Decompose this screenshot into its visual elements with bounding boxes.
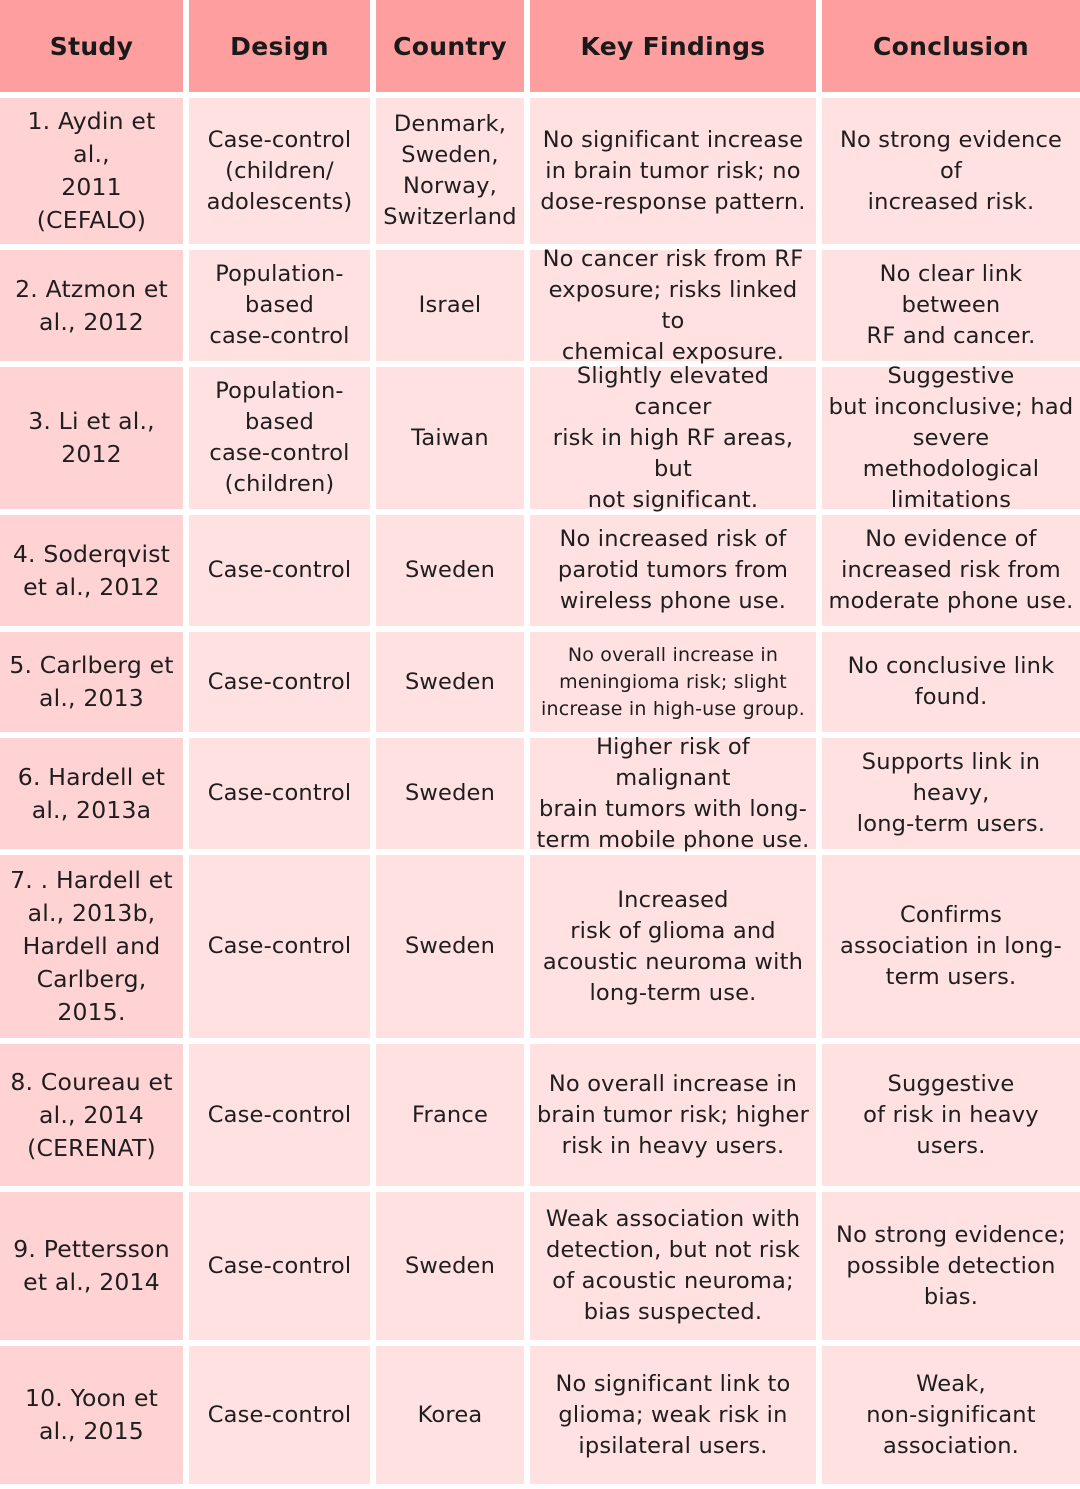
cell-design: Case-control — [189, 1192, 370, 1340]
cell-country: France — [376, 1044, 524, 1186]
cell-design: Case-control — [189, 1044, 370, 1186]
cell-country: Sweden — [376, 738, 524, 849]
cell-design: Case-control (children/ adolescents) — [189, 98, 370, 244]
cell-country: Taiwan — [376, 367, 524, 509]
cell-design: Case-control — [189, 738, 370, 849]
cell-conclusion: Confirms association in long- term users. — [822, 855, 1080, 1038]
cell-key-findings: No overall increase in meningioma risk; slight increase in high-use group. — [530, 632, 816, 732]
cell-conclusion: Supports link in heavy, long-term users. — [822, 738, 1080, 849]
cell-key-findings: Higher risk of malignant brain tumors with long- term mobile phone use. — [530, 738, 816, 849]
cell-design: Population- based case-control (children) — [189, 367, 370, 509]
header-conclusion: Conclusion — [822, 0, 1080, 92]
cell-study: 4. Soderqvist et al., 2012 — [0, 515, 183, 626]
cell-study: 3. Li et al., 2012 — [0, 367, 183, 509]
cell-design: Case-control — [189, 855, 370, 1038]
header-key-findings: Key Findings — [530, 0, 816, 92]
cell-country: Sweden — [376, 515, 524, 626]
cell-study: 1. Aydin et al., 2011 (CEFALO) — [0, 98, 183, 244]
header-study: Study — [0, 0, 183, 92]
cell-study: 7. . Hardell et al., 2013b, Hardell and Carlberg, 2015. — [0, 855, 183, 1038]
cell-country: Israel — [376, 250, 524, 361]
cell-key-findings: No overall increase in brain tumor risk; higher risk in heavy users. — [530, 1044, 816, 1186]
cell-key-findings: No increased risk of parotid tumors from wireless phone use. — [530, 515, 816, 626]
cell-conclusion: No evidence of increased risk from moderate phone use. — [822, 515, 1080, 626]
cell-conclusion: No strong evidence of increased risk. — [822, 98, 1080, 244]
cell-country: Sweden — [376, 632, 524, 732]
cell-study: 2. Atzmon et al., 2012 — [0, 250, 183, 361]
cell-conclusion: Weak, non-significant association. — [822, 1346, 1080, 1484]
cell-design: Population- based case-control — [189, 250, 370, 361]
cell-key-findings: No significant increase in brain tumor risk; no dose-response pattern. — [530, 98, 816, 244]
cell-design: Case-control — [189, 515, 370, 626]
header-design: Design — [189, 0, 370, 92]
cell-conclusion: Suggestive but inconclusive; had severe methodological limitations — [822, 367, 1080, 509]
cell-key-findings: No cancer risk from RF exposure; risks linked to chemical exposure. — [530, 250, 816, 361]
cell-key-findings: Increased risk of glioma and acoustic neuroma with long-term use. — [530, 855, 816, 1038]
cell-study: 6. Hardell et al., 2013a — [0, 738, 183, 849]
cell-study: 9. Pettersson et al., 2014 — [0, 1192, 183, 1340]
cell-country: Sweden — [376, 855, 524, 1038]
cell-key-findings: No significant link to glioma; weak risk in ipsilateral users. — [530, 1346, 816, 1484]
cell-design: Case-control — [189, 632, 370, 732]
header-country: Country — [376, 0, 524, 92]
cell-study: 5. Carlberg et al., 2013 — [0, 632, 183, 732]
cell-key-findings: Weak association with detection, but not risk of acoustic neuroma; bias suspected. — [530, 1192, 816, 1340]
cell-study: 8. Coureau et al., 2014 (CERENAT) — [0, 1044, 183, 1186]
cell-key-findings: Slightly elevated cancer risk in high RF areas, but not significant. — [530, 367, 816, 509]
cell-design: Case-control — [189, 1346, 370, 1484]
cell-study: 10. Yoon et al., 2015 — [0, 1346, 183, 1484]
cell-conclusion: Suggestive of risk in heavy users. — [822, 1044, 1080, 1186]
cell-country: Korea — [376, 1346, 524, 1484]
cell-conclusion: No strong evidence; possible detection bias. — [822, 1192, 1080, 1340]
cell-conclusion: No conclusive link found. — [822, 632, 1080, 732]
cell-conclusion: No clear link between RF and cancer. — [822, 250, 1080, 361]
cell-country: Sweden — [376, 1192, 524, 1340]
cell-country: Denmark, Sweden, Norway, Switzerland — [376, 98, 524, 244]
